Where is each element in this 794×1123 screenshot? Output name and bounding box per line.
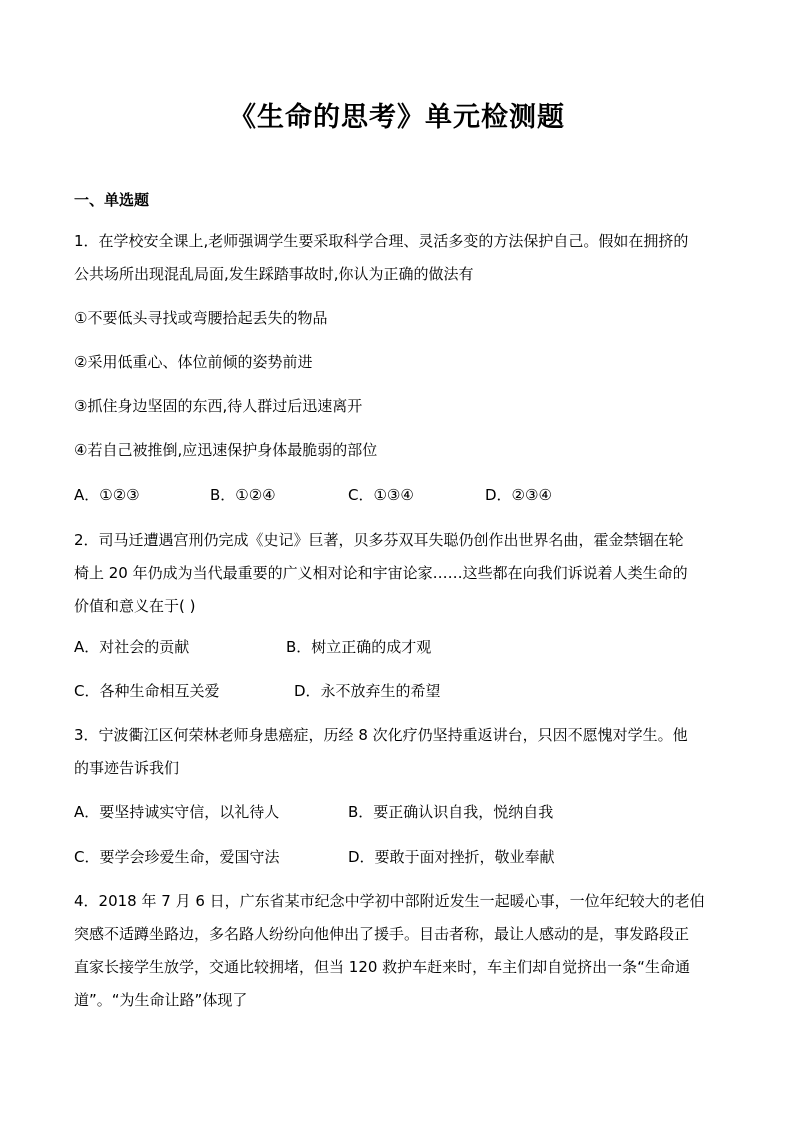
question-3-option-d: D．要敢于面对挫折，敬业奉献 (348, 848, 555, 866)
question-1-item-4: ④若自己被推倒,应迅速保护身体最脆弱的部位 (74, 441, 378, 459)
question-2-line-2: 椅上 20 年仍成为当代最重要的广义相对论和宇宙论家……这些都在向我们诉说着人类生命的 (74, 564, 688, 582)
question-1-line-1: 1．在学校安全课上,老师强调学生要采取科学合理、灵活多变的方法保护自己。假如在拥挤的 (74, 232, 689, 250)
question-1-option-b: B．①②④ (210, 486, 276, 504)
question-3-line-1: 3．宁波衢江区何荣林老师身患癌症，历经 8 次化疗仍坚持重返讲台，只因不愿愧对学生。他 (74, 726, 688, 744)
question-2-option-c: C．各种生命相互关爱 (74, 682, 220, 700)
question-1-option-a: A．①②③ (74, 486, 140, 504)
question-2-option-d: D．永不放弃生的希望 (294, 682, 441, 700)
question-4-line-3: 直家长接学生放学，交通比较拥堵，但当 120 救护车赶来时，车主们却自觉挤出一条“生命通 (74, 958, 690, 976)
section-heading: 一、单选题 (74, 191, 150, 209)
question-1-option-d: D．②③④ (485, 486, 552, 504)
question-4-line-4: 道”。“为生命让路”体现了 (74, 991, 248, 1009)
question-4-line-2: 突感不适蹲坐路边，多名路人纷纷向他伸出了援手。目击者称，最让人感动的是，事发路段正 (74, 925, 690, 943)
question-2-option-b: B．树立正确的成才观 (286, 638, 432, 656)
question-1-item-1: ①不要低头寻找或弯腰拾起丢失的物品 (74, 309, 328, 327)
question-3-line-2: 的事迹告诉我们 (74, 759, 180, 777)
question-1-line-2: 公共场所出现混乱局面,发生踩踏事故时,你认为正确的做法有 (74, 265, 474, 283)
question-2-option-a: A．对社会的贡献 (74, 638, 190, 656)
question-3-option-b: B．要正确认识自我，悦纳自我 (348, 803, 554, 821)
document-title: 《生命的思考》单元检测题 (229, 102, 565, 133)
question-1-item-3: ③抓住身边坚固的东西,待人群过后迅速离开 (74, 397, 363, 415)
question-2-line-3: 价值和意义在于( ) (74, 597, 196, 615)
question-3-option-c: C．要学会珍爱生命，爱国守法 (74, 848, 280, 866)
question-2-line-1: 2．司马迁遭遇宫刑仍完成《史记》巨著，贝多芬双耳失聪仍创作出世界名曲，霍金禁锢在轮 (74, 531, 684, 549)
question-1-option-c: C．①③④ (348, 486, 414, 504)
question-4-line-1: 4．2018 年 7 月 6 日，广东省某市纪念中学初中部附近发生一起暖心事，一位年纪较大的老伯 (74, 892, 705, 910)
question-1-item-2: ②采用低重心、体位前倾的姿势前进 (74, 353, 313, 371)
question-3-option-a: A．要坚持诚实守信，以礼待人 (74, 803, 280, 821)
